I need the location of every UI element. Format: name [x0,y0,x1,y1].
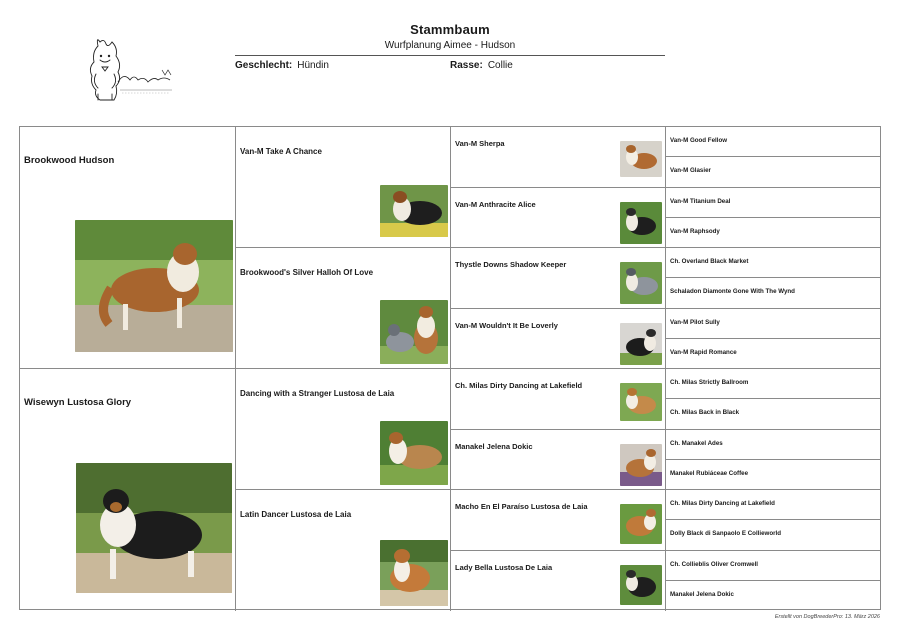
dog-photo-sable [620,141,662,177]
pedigree-gen2-cell [236,490,451,611]
pedigree-gen4-cell [666,248,881,278]
dog-name: Manakel Rubiáceae Coffee [670,469,749,477]
pedigree-gen1-dam [20,369,236,611]
dog-photo-tricolor [380,185,448,237]
dog-name: Van-M Sherpa [455,139,505,148]
dog-name: Dolly Black di Sanpaolo E Collieworld [670,530,782,538]
pedigree-gen3-cell [451,551,666,612]
dog-name: Manakel Jelena Dokic [455,441,533,451]
pedigree-gen4-cell [666,430,881,460]
footer-credit: Erstellt von DogBreederPro: 13. März 2026 [774,614,880,620]
pedigree-gen4-cell [666,399,881,429]
dog-name: Van-M Wouldn't It Be Loverly [455,320,558,330]
pedigree-gen4-cell [666,520,881,550]
dog-name: Van-M Rapid Romance [670,348,737,356]
dog-photo-tricolor [620,565,662,605]
pedigree-gen2-cell [236,248,451,369]
sex-value: Hündin [297,60,329,71]
dog-name: Macho En El Paraíso Lustosa de Laia [455,502,588,511]
pedigree-gen3-cell [451,127,666,188]
breed-value: Collie [487,60,513,71]
dog-name: Lady Bella Lustosa De Laia [455,562,553,572]
document-header [235,22,665,51]
dog-name: Wisewyn Lustosa Glory [24,397,132,408]
pedigree-gen2-cell [236,369,451,490]
sex-label: Geschlecht: [235,60,293,71]
pedigree-gen4-cell [666,309,881,339]
pedigree-gen4-cell [666,490,881,520]
document-subtitle: Wurfplanung Aimee - Hudson [384,40,516,51]
dog-name: Brookwood Hudson [24,155,115,166]
dog-photo-sable [620,444,662,486]
breed-field [450,60,513,71]
dog-photo-sable [380,421,448,485]
dog-name: Van-M Glasier [670,167,711,175]
dog-name: Van-M Anthracite Alice [455,199,536,209]
pedigree-gen3-cell [451,430,666,491]
pedigree-gen4-cell [666,369,881,399]
dog-name: Ch. Milas Dirty Dancing at Lakefield [455,381,583,390]
pedigree-gen4-cell [666,218,881,248]
dog-photo-sable [620,504,662,544]
pedigree-gen3-cell [451,248,666,309]
dog-name: Brookwood's Silver Halloh Of Love [240,268,374,277]
dog-name: Ch. Milas Strictly Ballroom [670,379,749,386]
dog-name: Van-M Titanium Deal [670,197,731,205]
pedigree-gen4-cell [666,551,881,581]
pedigree-gen4-cell [666,460,881,490]
dog-photo-tricolor [620,202,662,244]
document-title: Stammbaum [410,22,490,37]
dog-name: Dancing with a Stranger Lustosa de Laia [240,389,395,398]
sex-field [235,60,329,71]
header-divider [235,55,665,56]
pedigree-grid [19,126,881,610]
pedigree-gen4-cell [666,127,881,157]
dog-name: Ch. Overland Black Market [670,258,749,265]
dog-name: Schaladon Diamonte Gone With The Wynd [670,288,795,296]
dog-name: Ch. Milas Back in Black [670,409,740,417]
dog-name: Van-M Pilot Sully [670,318,720,326]
dog-name: Thystle Downs Shadow Keeper [455,260,567,269]
dog-name: Van-M Raphsody [670,227,720,235]
dog-photo-sable [380,540,448,606]
pedigree-gen1-sire [20,127,236,369]
pedigree-gen4-cell [666,339,881,369]
dog-name: Ch. Milas Dirty Dancing at Lakefield [670,500,775,507]
pedigree-gen4-cell [666,581,881,611]
pedigree-gen3-cell [451,188,666,249]
dog-name: Latin Dancer Lustosa de Laia [240,510,352,519]
pedigree-gen3-cell [451,369,666,430]
dog-name: Ch. Manakel Ades [670,439,723,447]
dog-photo-sable [620,383,662,421]
pedigree-gen4-cell [666,188,881,218]
dog-name: Ch. Collieblis Oliver Cromwell [670,560,759,568]
dog-name: Manakel Jelena Dokic [670,590,734,598]
dog-photo-pair [380,300,448,364]
breed-label: Rasse: [450,60,483,71]
dog-name: Van-M Take A Chance [240,147,322,156]
dog-name: Van-M Good Fellow [670,137,728,144]
pedigree-gen4-cell [666,157,881,187]
pedigree-gen4-cell [666,278,881,308]
pedigree-gen3-cell [451,309,666,370]
dog-photo-merle [620,262,662,304]
dog-photo-tricolor [620,323,662,365]
dog-photo-tricolor [76,463,232,593]
pedigree-gen2-cell [236,127,451,248]
pedigree-gen3-cell [451,490,666,551]
kennel-logo [78,34,178,104]
dog-photo-sable [75,220,233,352]
